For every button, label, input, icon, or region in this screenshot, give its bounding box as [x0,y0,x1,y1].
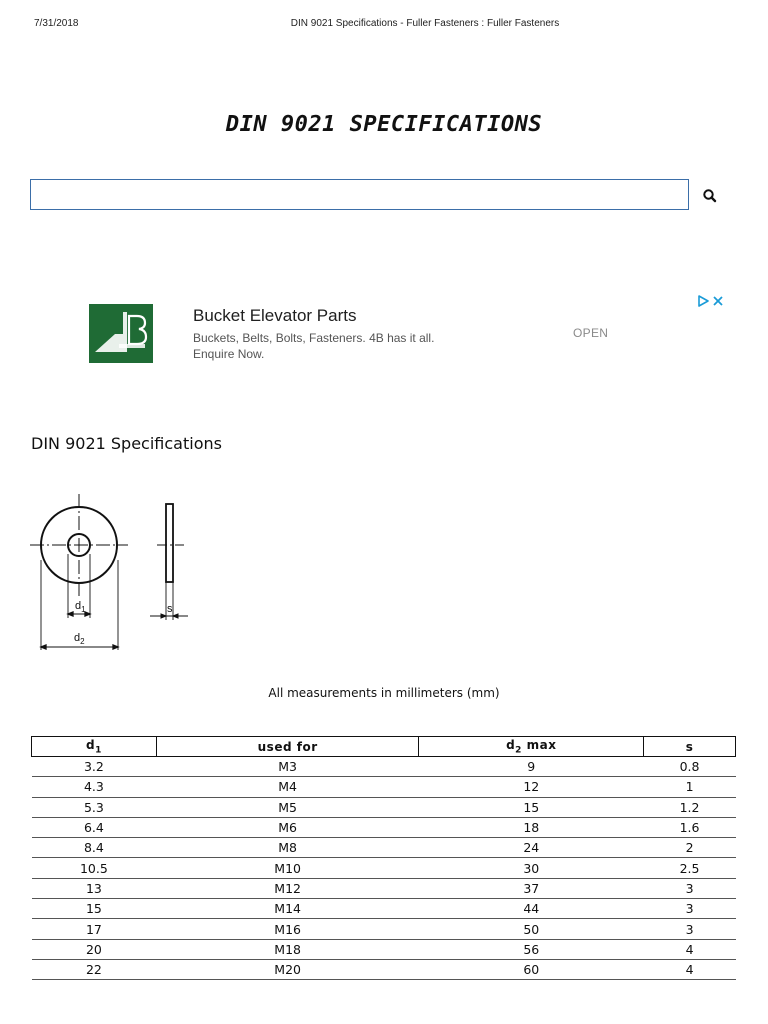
label-d2: $d_2$ [74,632,85,646]
cell-used-for: M5 [156,797,419,817]
cell-used-for: M12 [156,878,419,898]
cell-d1: 13 [32,878,157,898]
cell-s: 3 [644,919,736,939]
print-date: 7/31/2018 [34,18,79,29]
cell-d1: 20 [32,939,157,959]
cell-used-for: M18 [156,939,419,959]
cell-d1: 10.5 [32,858,157,878]
table-row [32,838,736,858]
cell-used-for: M3 [156,757,419,777]
header-d1: $d_1$ [32,737,157,757]
cell-s: 3 [644,899,736,919]
ad-open-button[interactable]: OPEN [573,326,609,340]
cell-s: 4 [644,959,736,979]
washer-front-view [30,494,128,650]
cell-d2-max: 15 [419,797,644,817]
cell-d1: 5.3 [32,797,157,817]
table-row [32,757,736,777]
cell-s: 1.2 [644,797,736,817]
table-row [32,797,736,817]
ad-title[interactable]: Bucket Elevator Parts [193,306,357,325]
label-s: s [167,603,173,615]
table-row [32,817,736,837]
table-row [32,939,736,959]
washer-diagram [30,490,200,660]
spec-table [31,736,736,980]
cell-d2-max: 37 [419,878,644,898]
header-s: s [644,737,736,757]
cell-used-for: M10 [156,858,419,878]
cell-used-for: M20 [156,959,419,979]
cell-d2-max: 56 [419,939,644,959]
table-header-row [32,737,736,757]
table-body [32,757,736,980]
search-input[interactable] [30,179,689,210]
cell-s: 1 [644,777,736,797]
cell-used-for: M14 [156,899,419,919]
cell-d2-max: 50 [419,919,644,939]
search-button[interactable] [700,186,720,206]
header-used-for: used for [156,737,419,757]
cell-d2-max: 18 [419,817,644,837]
header-d2-max: $d_2$ max [419,737,644,757]
cell-s: 1.6 [644,817,736,837]
cell-d2-max: 24 [419,838,644,858]
ad-logo [89,304,153,363]
cell-d1: 8.4 [32,838,157,858]
cell-s: 3 [644,878,736,898]
4b-logo-icon [89,304,153,363]
cell-s: 0.8 [644,757,736,777]
cell-s: 2.5 [644,858,736,878]
close-icon[interactable] [714,297,722,305]
cell-used-for: M6 [156,817,419,837]
table-row [32,858,736,878]
cell-d1: 22 [32,959,157,979]
table-row [32,959,736,979]
page-title: DIN 9021 SPECIFICATIONS [225,112,543,137]
cell-d1: 3.2 [32,757,157,777]
label-d1: $d_1$ [75,600,86,614]
ad-choices-icon [699,296,708,306]
cell-used-for: M16 [156,919,419,939]
cell-used-for: M4 [156,777,419,797]
search-icon [700,186,720,206]
section-title: DIN 9021 Specifications [31,434,222,453]
cell-d1: 17 [32,919,157,939]
print-header [0,18,768,32]
table-row [32,878,736,898]
ad-choices[interactable] [697,292,725,304]
ad-banner[interactable] [30,290,730,370]
cell-s: 2 [644,838,736,858]
cell-d1: 6.4 [32,817,157,837]
cell-s: 4 [644,939,736,959]
measurement-note: All measurements in millimeters (mm) [268,686,500,700]
ad-description: Buckets, Belts, Bolts, Fasteners. 4B has it all. Enquire Now. [193,331,435,361]
print-title: DIN 9021 Specifications - Fuller Fasteners : Fuller Fasteners [290,18,560,29]
cell-d2-max: 9 [419,757,644,777]
cell-d2-max: 30 [419,858,644,878]
cell-d1: 15 [32,899,157,919]
cell-d2-max: 44 [419,899,644,919]
table-row [32,899,736,919]
table-row [32,777,736,797]
cell-d2-max: 12 [419,777,644,797]
table-row [32,919,736,939]
cell-used-for: M8 [156,838,419,858]
cell-d2-max: 60 [419,959,644,979]
cell-d1: 4.3 [32,777,157,797]
